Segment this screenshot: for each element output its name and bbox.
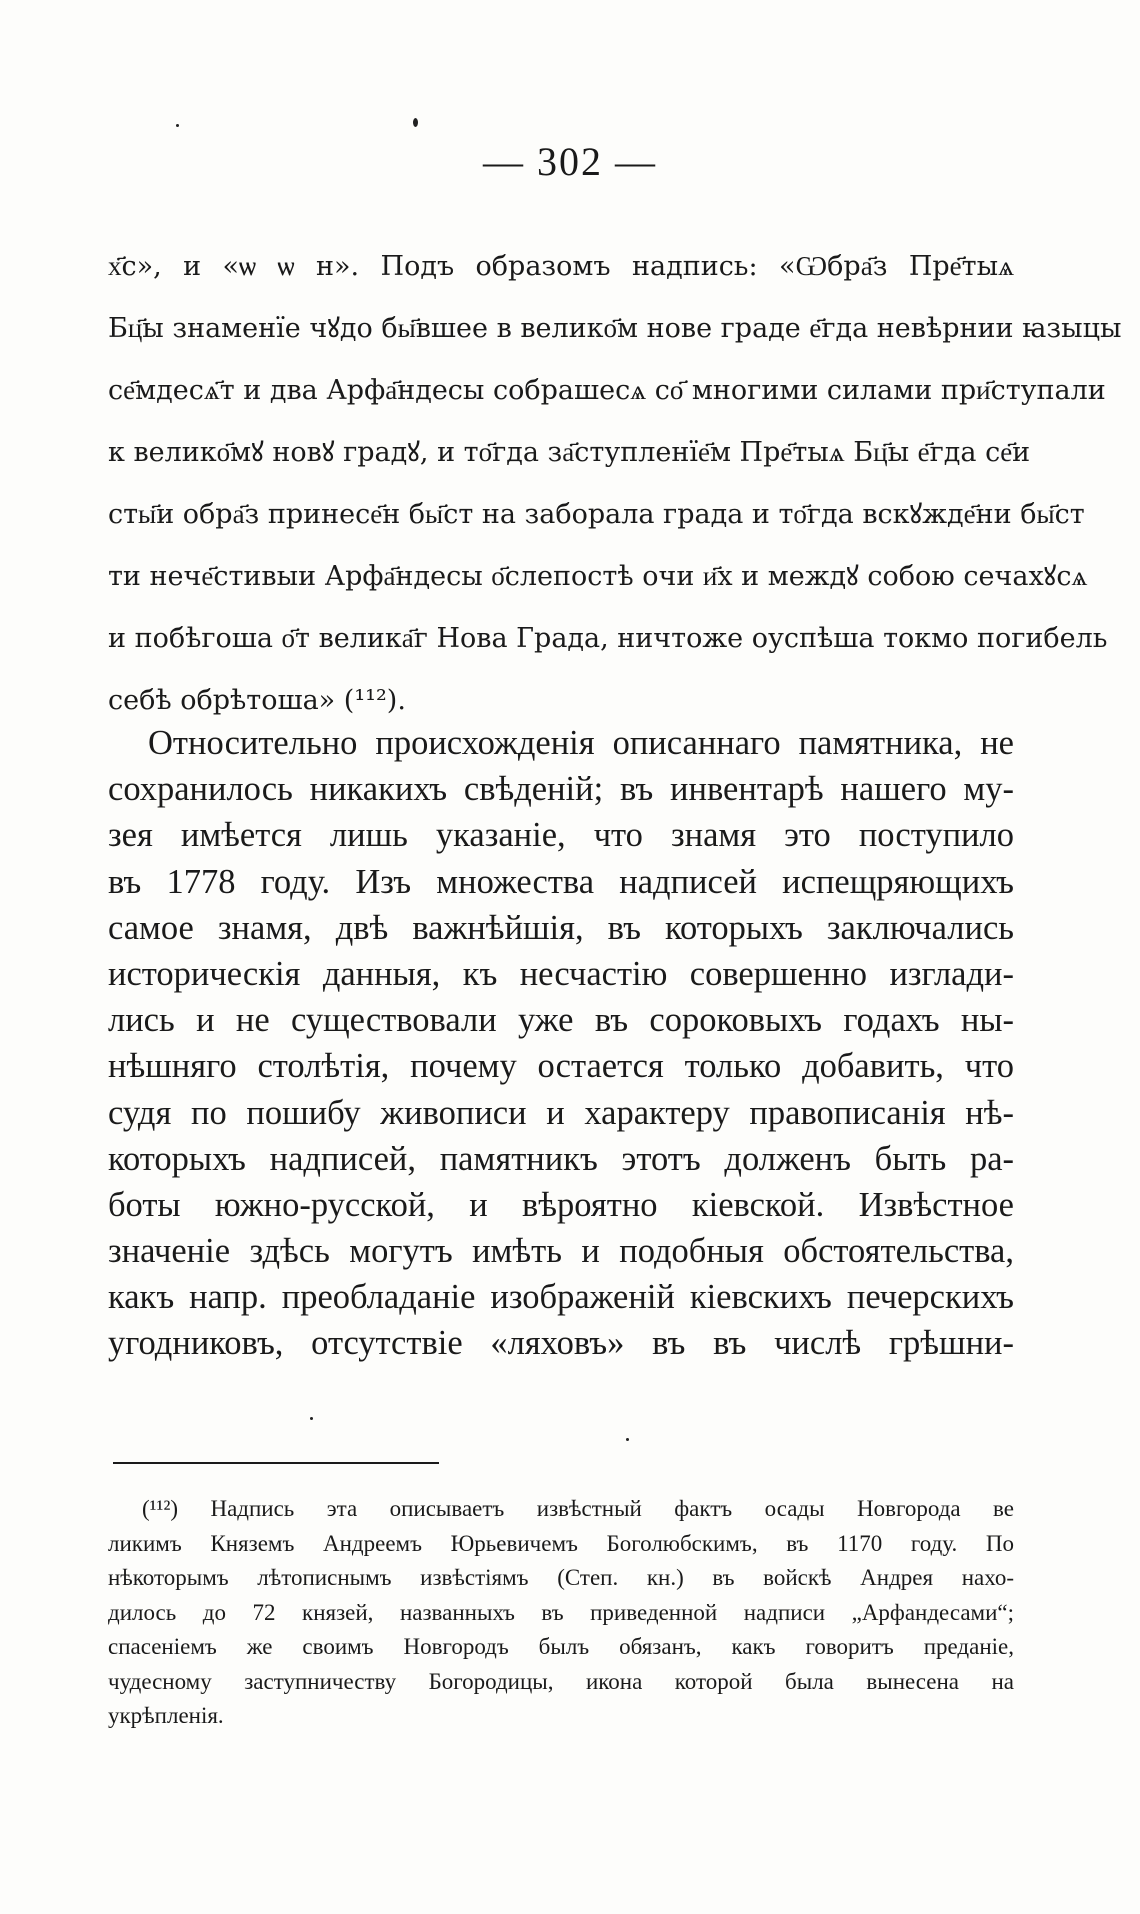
ink-speck xyxy=(310,1417,313,1420)
inscription-line: себѣ обрѣтоша» (¹¹²). xyxy=(108,685,406,716)
body-paragraph xyxy=(108,720,1014,1367)
body-line: Относительно происхожденія описаннаго памятника, не xyxy=(148,724,1014,762)
slavonic-inscription xyxy=(108,236,1122,732)
footnote-line: нѣкоторымъ лѣтописнымъ извѣстіямъ (Степ. кн.) въ войскѣ Андрея нахо- xyxy=(108,1565,1014,1590)
footnote-line: чудесному заступничеству Богородицы, икона которой была вынесена на xyxy=(108,1668,1014,1694)
ink-speck xyxy=(413,118,418,127)
inscription-line: и побѣгоша о҃т велика҃г Нова Града, ничтоже оуспѣша токмо погибель xyxy=(108,623,1108,654)
body-line: какъ напр. преобладаніе изображеній кіевскихъ печерскихъ xyxy=(108,1278,1014,1317)
ink-speck xyxy=(176,124,179,127)
body-line: самое знамя, двѣ важнѣйшія, въ которыхъ заключались xyxy=(108,908,1014,947)
body-line: лись и не существовали уже въ сороковыхъ годахъ ны- xyxy=(108,1001,1014,1040)
body-line: судя по пошибу живописи и характеру правописанія нѣ- xyxy=(108,1093,1014,1132)
body-line: угодниковъ, отсутствіе «ляховъ» въ въ числѣ грѣшни- xyxy=(108,1324,1014,1363)
page-number: — 302 — xyxy=(483,139,657,184)
footnote-line: дилось до 72 князей, названныхъ въ приведенной надписи „Арфандесами“; xyxy=(108,1599,1014,1625)
body-line: историческія данныя, къ несчастію совершенно изглади- xyxy=(108,954,1014,993)
body-line: которыхъ надписей, памятникъ этотъ долженъ быть ра- xyxy=(108,1139,1014,1178)
body-line: нѣшняго столѣтія, почему остается только добавить, что xyxy=(108,1047,1014,1086)
ink-speck xyxy=(626,1438,629,1441)
footnote-112 xyxy=(108,1492,1014,1734)
body-line: значеніе здѣсь могутъ имѣть и подобныя обстоятельства, xyxy=(108,1232,1014,1271)
inscription-line: х҃с», и «ѡ ѡ н». Подъ образомъ надпись: «Ѡбра҃з Пре҃тыѧ xyxy=(108,251,1014,282)
footnote-line: (¹¹²) Надпись эта описываетъ извѣстный фактъ осады Новгорода ве xyxy=(142,1496,1014,1521)
body-line: сохранилось никакихъ свѣденій; въ инвентарѣ нашего му- xyxy=(108,770,1014,809)
footnote-divider xyxy=(113,1462,439,1464)
inscription-line: ти нече҃стивыи Арфа҃ндесы о҃слепостѣ очи и҃х и междꙋ собою сечахꙋсѧ xyxy=(108,561,1088,592)
body-line: боты южно-русской, и вѣроятно кіевской. Извѣстное xyxy=(108,1185,1014,1224)
inscription-line: се҃мдесѧ҃т и два Арфа҃ндесы собрашесѧ со҃ многими силами при҃ступали xyxy=(108,375,1106,406)
footnote-line: укрѣпленія. xyxy=(108,1703,224,1728)
footnote-line: спасеніемъ же своимъ Новгородъ былъ обязанъ, какъ говоритъ преданіе, xyxy=(108,1634,1014,1659)
footnote-line: ликимъ Княземъ Андреемъ Юрьевичемъ Боголюбскимъ, въ 1170 году. По xyxy=(108,1530,1014,1556)
inscription-line: сты҃и обра҃з принесе҃н бы҃ст на заборала града и то҃гда вскꙋжде҃ни бы҃ст xyxy=(108,499,1085,530)
body-line: зея имѣется лишь указаніе, что знамя это поступило xyxy=(108,816,1014,855)
inscription-line: к велико҃мꙋ новꙋ градꙋ, и то҃гда за҃ступленїе҃м Пре҃тыѧ Бц҃ы е҃гда се҃и xyxy=(108,437,1031,468)
body-line: въ 1778 году. Изъ множества надписей испещряющихъ xyxy=(108,862,1014,901)
inscription-line: Бц҃ы знаменїе чꙋдо бы҃вшее в велико҃м нове граде е҃гда невѣрнии ꙗзыцы xyxy=(108,313,1122,344)
